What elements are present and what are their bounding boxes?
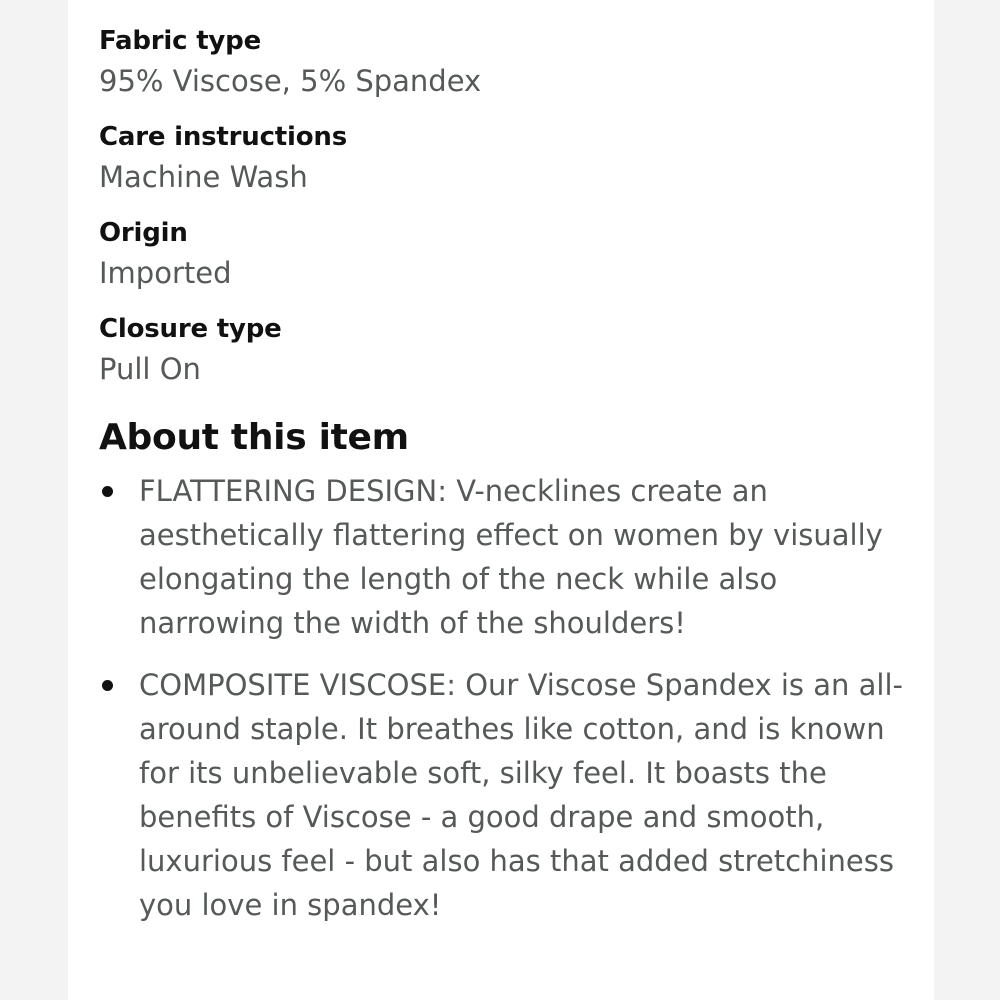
spec-value: Machine Wash [99,160,308,194]
feature-bullet [99,469,934,645]
feature-bullet-text: COMPOSITE VISCOSE: Our Viscose Spandex is an all-around staple. It breathes like cotton, and is known for its unbelievable soft, silky feel. It boasts the benefits of Viscose - a good drape and smooth, luxurious feel - but also has that added stretchiness you love in spandex! [139,668,903,922]
spec-label: Fabric type [99,26,262,56]
product-details-card [68,0,934,1000]
spec-label: Closure type [99,314,282,344]
spec-label: Origin [99,218,188,248]
feature-bullet-text: FLATTERING DESIGN: V-necklines create an aesthetically flattering effect on women by visually elongating the length of the neck while also narrowing the width of the shoulders! [139,474,883,640]
spec-label: Care instructions [99,122,347,152]
spec-value: Imported [99,256,232,290]
feature-bullet [99,663,934,927]
feature-bullet-list [99,469,934,927]
spec-value: 95% Viscose, 5% Spandex [99,64,482,98]
spec-closure-type [99,312,934,389]
bullet-dot-icon [102,486,113,497]
spec-value: Pull On [99,352,201,386]
bullet-dot-icon [102,680,113,691]
spec-care-instructions [99,120,934,197]
spec-origin [99,216,934,293]
about-this-item-heading: About this item [99,417,409,458]
spec-fabric-type [99,24,934,101]
